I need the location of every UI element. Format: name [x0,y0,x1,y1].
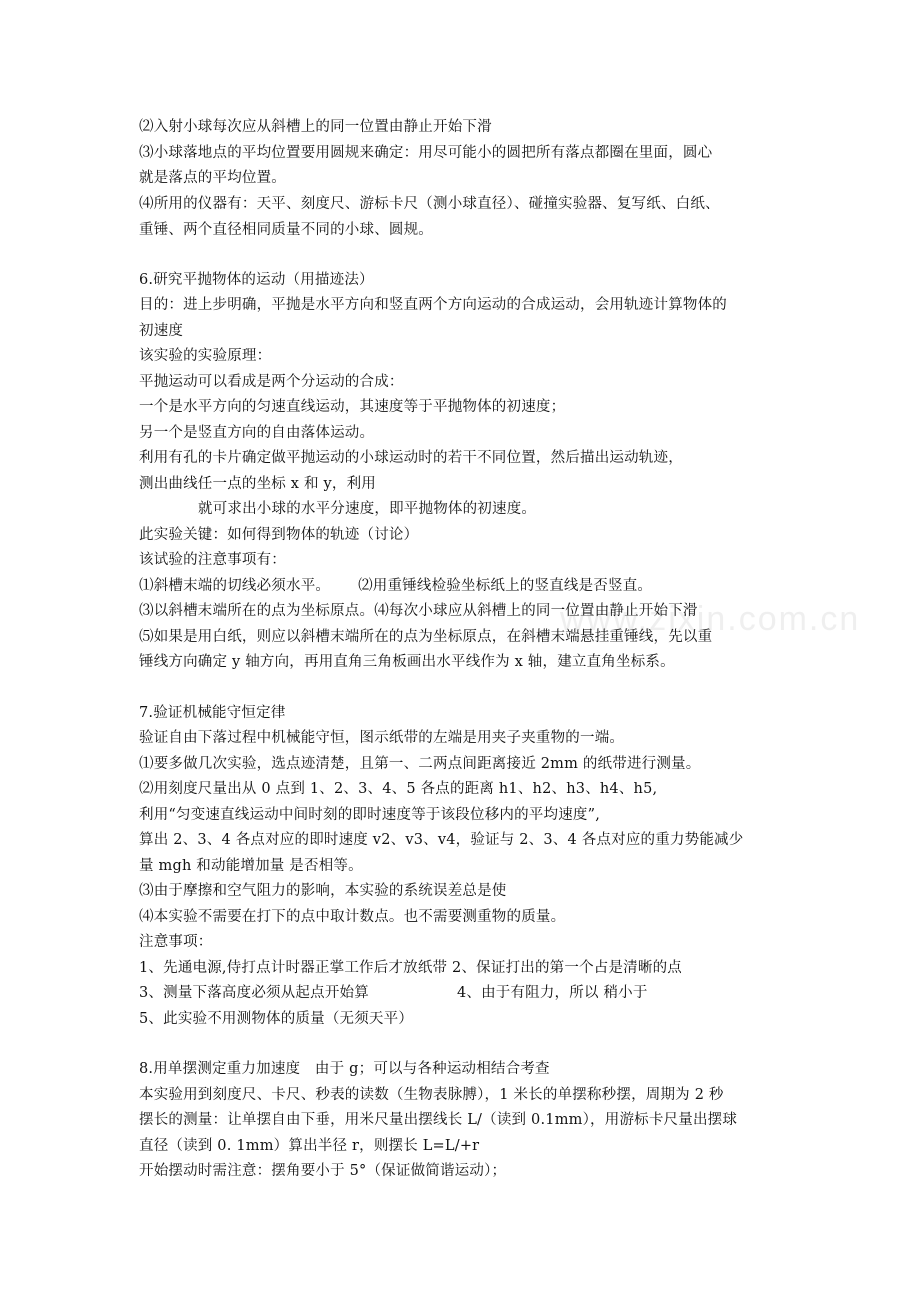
s8-line-2: 摆长的测量：让单摆自由下垂，用米尺量出摆线长 L/（读到 0.1mm），用游标卡尺量出摆球 [139,1112,738,1128]
s6-line-11: 该试验的注意事项有： [139,552,286,568]
s6-line-13: ⑶以斜槽末端所在的点为坐标原点。⑷每次小球应从斜槽上的同一位置由静止开始下滑 [139,603,698,619]
s7-line-3: ⑵用刻度尺量出从 0 点到 1、2、3、4、5 各点的距离 h1、h2、h3、h4、h5, [139,781,658,797]
s5-line-2: ⑶小球落地点的平均位置要用圆规来确定：用尽可能小的圆把所有落点都圈在里面，圆心 [139,145,713,161]
watermark: www.zixin.com.cn [560,600,861,638]
s7-line-8: ⑷本实验不需要在打下的点中取计数点。也不需要测重物的质量。 [139,909,566,925]
s6-line-2: 初速度 [139,323,184,339]
s6-line-15: 锤线方向确定 y 轴方向，再用直角三角板画出水平线作为 x 轴，建立直角坐标系。 [139,654,675,670]
s6-note-2: ⑵用重锤线检验坐标纸上的竖直线是否竖直。 [358,578,653,594]
s6-line-14: ⑸如果是用白纸，则应以斜槽末端所在的点为坐标原点，在斜槽末端悬挂重锤线，先以重 [139,629,713,645]
s7-line-4: 利用“匀变速直线运动中间时刻的即时速度等于该段位移内的平均速度”, [139,807,601,823]
s6-line-5: 一个是水平方向的匀速直线运动，其速度等于平抛物体的初速度； [139,399,566,415]
s5-line-1: ⑵入射小球每次应从斜槽上的同一位置由静止开始下滑 [139,119,492,135]
s5-line-4: ⑷所用的仪器有：天平、刻度尺、游标卡尺（测小球直径）、碰撞实验器、复写纸、白纸、 [139,196,720,212]
s7-line-1: 验证自由下落过程中机械能守恒，图示纸带的左端是用夹子夹重物的一端。 [139,730,625,746]
s7-line-10: 1、先通电源,侍打点计时器正掌工作后才放纸带 2、保证打出的第一个占是清晰的点 [139,960,682,976]
s7-line-7: ⑶由于摩擦和空气阻力的影响，本实验的系统误差总是使 [139,883,507,899]
s7-note-4: 4、由于有阻力，所以 稍小于 [456,985,648,1001]
s8-line-3: 直径（读到 0. 1mm）算出半径 r，则摆长 L=L/+r [139,1138,480,1154]
s6-line-9: 就可求出小球的水平分速度，即平抛物体的初速度。 [198,501,537,517]
s7-line-2: ⑴要多做几次实验，选点迹清楚，且第一、二两点间距离接近 2mm 的纸带进行测量。 [139,756,701,772]
s6-line-3: 该实验的实验原理： [139,348,272,364]
s6-line-12 [139,576,652,596]
s7-title: 7.验证机械能守恒定律 [139,705,286,721]
s6-line-4: 平抛运动可以看成是两个分运动的合成： [139,374,404,390]
s7-line-12: 5、此实验不用测物体的质量（无须天平） [139,1011,414,1027]
s6-line-1: 目的：进上步明确，平抛是水平方向和竖直两个方向运动的合成运动，会用轨迹计算物体的 [139,297,727,313]
s5-line-3: 就是落点的平均位置。 [139,170,286,186]
s6-line-6: 另一个是竖直方向的自由落体运动。 [139,425,375,441]
s7-line-6: 量 mgh 和动能增加量 是否相等。 [139,858,363,874]
s7-line-9: 注意事项： [139,934,213,950]
s7-note-3: 3、测量下落高度必须从起点开始算 [139,985,369,1001]
s6-title: 6.研究平抛物体的运动（用描迹法） [139,272,374,288]
s8-line-4: 开始摆动时需注意：摆角要小于 5°（保证做简谐运动）； [139,1163,507,1179]
s5-line-5: 重锤、两个直径相同质量不同的小球、圆规。 [139,222,433,238]
s8-line-1: 本实验用到刻度尺、卡尺、秒表的读数（生物表脉膊），1 米长的单摆称秒摆，周期为 2 秒 [139,1087,724,1103]
s7-line-11 [139,983,648,1003]
s6-note-1: ⑴斜槽末端的切线必须水平。 [139,578,331,594]
s8-title: 8.用单摆测定重力加速度 由于 g；可以与各种运动相结合考查 [139,1061,550,1077]
s6-line-10: 此实验关键：如何得到物体的轨迹（讨论） [139,527,419,543]
s7-line-5: 算出 2、3、4 各点对应的即时速度 v2、v3、v4，验证与 2、3、4 各点对应的重力势能减少 [139,832,744,848]
s6-line-8: 测出曲线任一点的坐标 x 和 y，利用 [139,476,376,492]
s6-line-7: 利用有孔的卡片确定做平抛运动的小球运动时的若干不同位置，然后描出运动轨迹， [139,450,683,466]
